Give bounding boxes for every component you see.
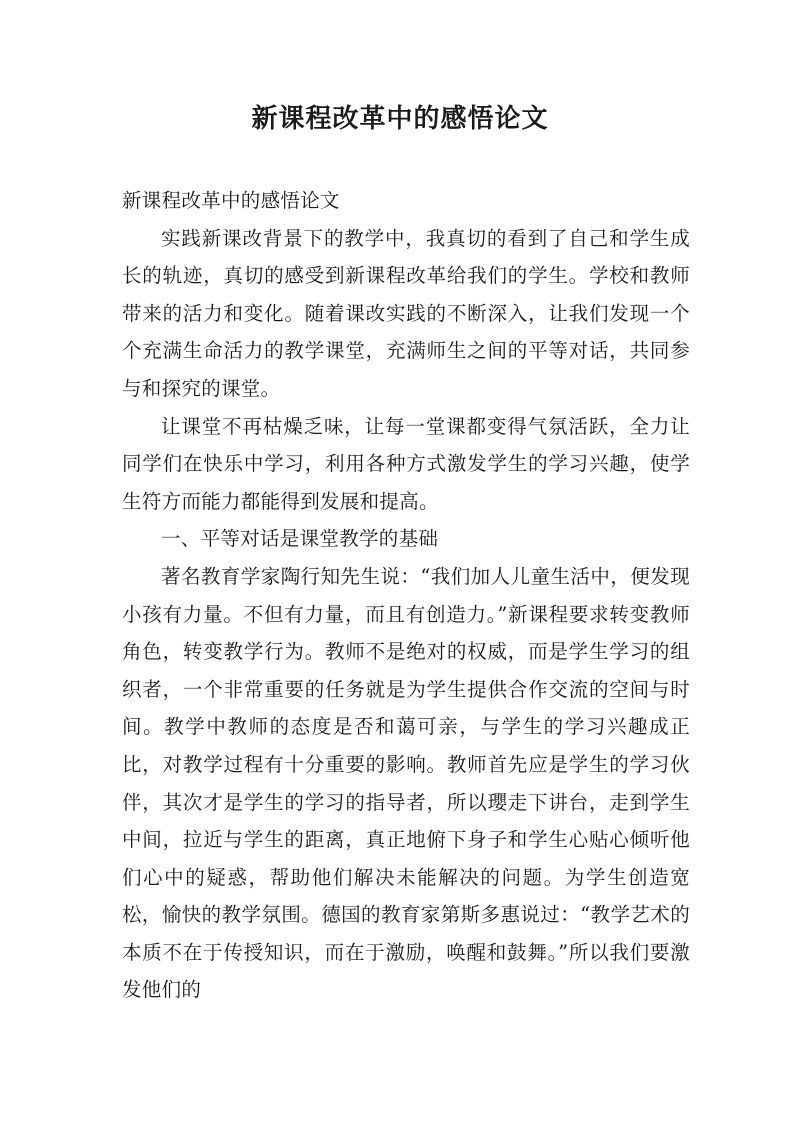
paragraph: 实践新课改背景下的教学中，我真切的看到了自己和学生成长的轨迹，真切的感受到新课程改革给我们的学生。学校和教师带来的活力和变化。随着课改实践的不断深入，让我们发现一个个充满生命活力的教学课堂，充满师生之间的平等对话，共同参与和探究的课堂。 — [122, 226, 690, 400]
section-heading: 一、平等对话是课堂教学的基础 — [161, 527, 439, 551]
document-subtitle: 新课程改革中的感悟论文 — [122, 189, 340, 212]
paragraph: 让课堂不再枯燥乏味，让每一堂课都变得气氛活跃，全力让同学们在快乐中学习，利用各种方式激发学生的学习兴趣，使学生符方而能力都能得到发展和提高。 — [122, 414, 690, 513]
paragraph: 著名教育学家陶行知先生说：“我们加人儿童生活中，便发现小孩有力量。不但有力量，而且有创造力。”新课程要求转变教师角色，转变教学行为。教师不是绝对的权威，而是学生学习的组织者，一个非常重要的任务就是为学生提供合作交流的空间与时间。教学中教师的态度是否和蔼可亲，与学生的学习兴趣成正比，对教学过程有十分重要的影响。教师首先应是学生的学习伙伴，其次才是学生的学习的指导者，所以瓔走下讲台，走到学生中间，拉近与学生的距离，真正地俯下身子和学生心贴心倾听他们心中的疑惑，帮助他们解决未能解决的问题。为学生创造宽松，愉快的教学氛围。德国的教育家第斯多惠说过：“教学艺术的本质不在于传授知识，而在于激励，唤醒和鼓舞。”所以我们要激发他们的 — [122, 564, 690, 1002]
document-title: 新课程改革中的感悟论文 — [251, 104, 549, 134]
document-body — [122, 182, 690, 1009]
